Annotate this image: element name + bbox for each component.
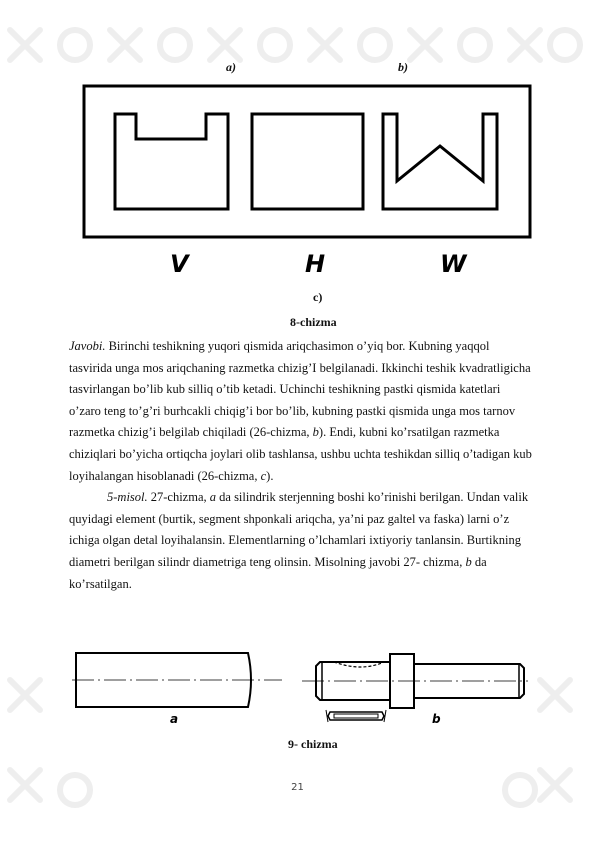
figure8-notch-hole	[383, 114, 497, 209]
figure8-label-a: a)	[226, 60, 236, 74]
figure8-label-b: b)	[398, 60, 408, 74]
figure8-view-h: H	[305, 250, 326, 278]
body-text	[69, 336, 534, 595]
figure8-square-hole	[252, 114, 363, 209]
paragraph-example-lead: 5-misol.	[107, 490, 148, 505]
page-number: 21	[291, 782, 304, 793]
paragraph-answer: Javobi. Birinchi teshikning yuqori qismida ariqchasimon o’yiq bor. Kubning yaqqol tasvirida unga mos ariqchaning razmetka chizig’I belgilanadi. Ikkinchi teshik kvadratligicha tasvirlangan bo’lib kub silliq o’tib ketadi. Uchinchi teshikning pastki qismida katetlari o’zaro teng to’g’ri burhcakli chiqig’i bor bo’lib, kubning pastki qismida unga mos tarnov razmetka chizig’i belgilab chiqiladi (26-chizma, b). Endi, kubni ko’rsatilgan razmetka chiziqlari bo’yicha ortiqcha joylari olib tashlansa, ushbu uchta teshikdan silliq o’tadigan kub loyihalangan hisoblanadi (26-chizma, c).	[69, 339, 532, 483]
figure8-slot-hole	[115, 114, 228, 209]
figure9-caption: 9- chizma	[288, 737, 338, 751]
figure8-block-outline	[84, 86, 530, 237]
figure8-caption: 8-chizma	[290, 315, 337, 329]
paragraph-example: 5-misol. 27-chizma, a da silindrik sterjenning boshi ko’rinishi berilgan. Undan valik quyidagi element (burtik, segment shponkali ariqcha, ya’ni paz galtel va faska) larni o’z ichiga olgan detal loyihalansin. Elementlarning o’lchamlari ixtiyoriy tanlansin. Burtikning diametri berilgan silindr diametriga teng olinsin. Misolning javobi 27- chizma, b da ko’rsatilgan.	[69, 490, 529, 591]
paragraph-answer-lead: Javobi.	[69, 339, 106, 353]
figure8-drawing	[82, 84, 534, 280]
figure9-label-a: a	[170, 712, 179, 726]
figure8-label-c: c)	[313, 290, 323, 304]
figure9-keyway-section	[328, 712, 384, 720]
figure8-view-v: V	[170, 250, 189, 278]
figure8-view-w: W	[440, 250, 467, 278]
figure9-label-b: b	[432, 712, 441, 726]
figure9-drawing	[72, 650, 528, 732]
